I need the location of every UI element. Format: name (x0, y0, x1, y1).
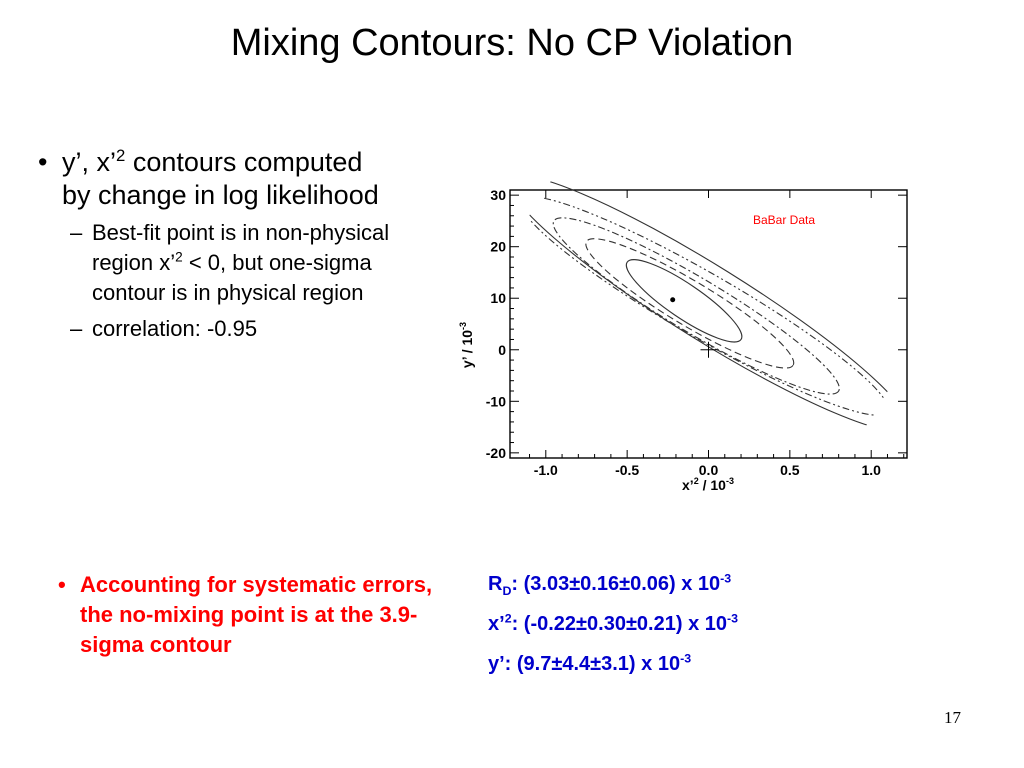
y-tick-label: 30 (490, 187, 506, 204)
x-tick-label: -1.0 (533, 462, 558, 478)
x-axis-label-sup1: 2 (693, 476, 699, 486)
sub2-text: correlation: -0.95 (92, 316, 258, 341)
y-axis-label-sup: -3 (458, 321, 468, 330)
bullet-main-sup: 2 (116, 146, 126, 165)
rd-exp: -3 (720, 571, 732, 586)
rd-sub: D (502, 584, 512, 598)
result-x2 (488, 612, 738, 652)
x-axis-label-pre: x’ (682, 477, 694, 493)
y-tick-label: 0 (498, 341, 506, 358)
bullet-dot: • (38, 147, 48, 177)
sub-bullet-best-fit (38, 218, 392, 308)
y-axis-label (458, 322, 475, 368)
rd-value: : (3.03±0.16±0.06) x 10 (511, 573, 721, 595)
bullet-dot: • (58, 572, 66, 597)
systematic-errors-note (58, 570, 440, 660)
y-tick-label: 10 (490, 290, 506, 307)
sub1-sup: 2 (175, 249, 183, 265)
result-rd (488, 572, 738, 612)
contour-plot (456, 180, 926, 500)
contour-3sigma (540, 198, 852, 414)
page-number: 17 (944, 708, 961, 727)
bullet-main-text-2: contours computed by change in log likelihood (62, 147, 379, 210)
x-axis-label-sup2: -3 (725, 476, 734, 486)
sub1-text-2: < 0, but one-sigma contour is in physical region (92, 250, 372, 305)
contour-2sigma (575, 223, 804, 384)
fit-results (488, 572, 738, 692)
slide-title: Mixing Contours: No CP Violation (230, 22, 794, 64)
sub-bullet-dash: – (70, 316, 83, 341)
x-tick-label: 0.5 (780, 462, 800, 478)
y-tick-label: -20 (485, 444, 506, 461)
result-y (488, 652, 738, 692)
contour-4sigma (505, 180, 903, 439)
bullet-main (38, 146, 398, 212)
x-axis-label (682, 476, 734, 493)
contour-5sigma (490, 180, 926, 458)
y-axis-label-pre: y’ / 10 (459, 329, 475, 369)
x2-exp: -3 (727, 611, 739, 626)
x-tick-label: 1.0 (861, 462, 881, 478)
babar-data-label: BaBar Data (753, 213, 816, 227)
y-tick-label: -10 (485, 393, 506, 410)
sub-bullet-dash: – (70, 220, 83, 245)
x-axis-label-mid: / 10 (698, 477, 726, 493)
x2-value: : (-0.22±0.30±0.21) x 10 (511, 613, 728, 635)
bullet-main-text-1: y’, x’ (62, 147, 116, 177)
rd-label: R (488, 573, 503, 595)
y-exp: -3 (680, 651, 692, 666)
y-tick-label: 20 (490, 238, 506, 255)
x-tick-label: -0.5 (615, 462, 640, 478)
x-tick-label: 0.0 (698, 462, 719, 478)
red-note-text: Accounting for systematic errors, the no-mixing point is at the 3.9-sigma contour (80, 572, 433, 657)
contour-group (490, 180, 926, 458)
best-fit-point (670, 297, 675, 302)
y-label: y’: (9.7±4.4±3.1) x 10 (488, 653, 681, 675)
x2-sup: 2 (504, 611, 512, 626)
x2-label: x’ (488, 613, 505, 635)
sub-bullet-correlation (38, 314, 398, 344)
sub1-text-1: Best-fit point is in non-physical region x’ (92, 220, 390, 275)
bullet-list (38, 146, 398, 344)
